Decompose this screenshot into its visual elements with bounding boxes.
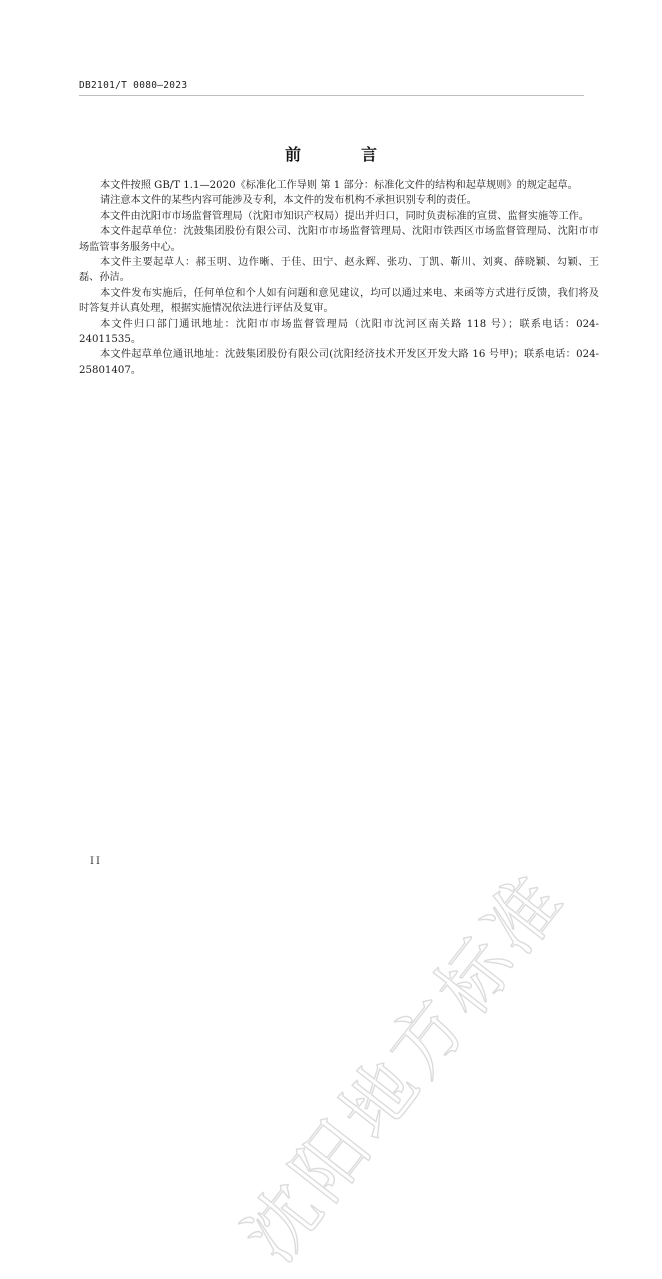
watermark-text: 沈阳地方标准 (227, 856, 582, 1277)
foreword-body (79, 178, 599, 378)
paragraph-feedback: 本文件发布实施后，任何单位和个人如有问题和意见建议，均可以通过来电、来函等方式进行反馈，我们将及时答复并认真处理，根据实施情况依法进行评估及复审。 (79, 287, 599, 315)
standard-code: DB2101/T 0080—2023 (79, 80, 188, 91)
paragraph-proposer: 本文件由沈阳市市场监督管理局（沈阳市知识产权局）提出并归口，同时负责标准的宣贯、监督实施等工作。 (100, 210, 589, 222)
section-title: 前 言 (284, 145, 399, 164)
paragraph-drafter-address: 本文件起草单位通讯地址：沈鼓集团股份有限公司(沈阳经济技术开发区开发大路 16 号甲)；联系电话：024-25801407。 (79, 349, 599, 376)
page-number: II (90, 856, 102, 867)
paragraph-patent-notice: 请注意本文件的某些内容可能涉及专利，本文件的发布机构不承担识别专利的责任。 (100, 195, 477, 207)
header-divider (79, 95, 584, 96)
paragraph-authority-address: 本文件归口部门通讯地址：沈阳市市场监督管理局（沈阳市沈河区南关路 118 号）；联系电话：024-24011535。 (79, 318, 599, 346)
paragraph-drafting-units: 本文件起草单位：沈鼓集团股份有限公司、沈阳市市场监督管理局、沈阳市铁西区市场监督管理局、沈阳市市场监管事务服务中心。 (79, 226, 599, 253)
paragraph-drafters: 本文件主要起草人：郝玉明、边作晰、于佳、田宁、赵永辉、张功、丁凯、靳川、刘爽、薛晓颖、勾颖、王磊、孙洁。 (79, 257, 599, 284)
paragraph-drafting-rules: 本文件按照 GB/T 1.1—2020《标准化工作导则 第 1 部分：标准化文件的结构和起草规则》的规定起草。 (100, 180, 578, 191)
